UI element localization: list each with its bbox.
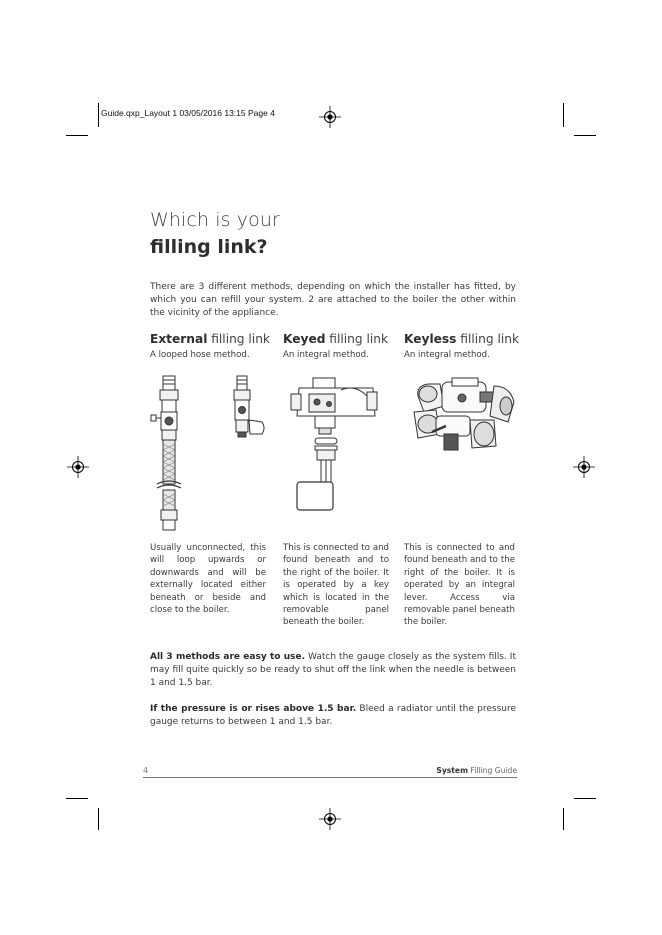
pressure-paragraph: [150, 703, 516, 729]
column-title-bold: External: [150, 332, 208, 346]
print-slug: Guide.qxp_Layout 1 03/05/2016 13:15 Page 4: [101, 108, 275, 118]
column-subtitle: A looped hose method.: [150, 350, 250, 360]
keyless-filling-link-illustration: [410, 376, 522, 456]
column-title-rest: filling link: [325, 332, 389, 346]
column-external: [150, 332, 272, 360]
crop-mark: [574, 135, 596, 136]
column-keyed: [283, 332, 393, 360]
column-subtitle: An integral method.: [283, 350, 369, 360]
footer-title: [436, 766, 517, 775]
pressure-paragraph-text: Bleed a radiator until the pressure gauge returns to between 1 and 1.5 bar.: [150, 704, 516, 727]
footer-rule: [143, 777, 517, 778]
column-title-rest: filling link: [207, 332, 270, 346]
footer-brand: System: [436, 766, 468, 775]
column-title: [283, 332, 393, 346]
column-description: Usually unconnected, this will loop upwards or downwards and will be externally located either beneath or beside and close to the boiler.: [150, 543, 266, 616]
column-description: This is connected to and found beneath and to the right of the boiler. It is operated by a key which is located in the removable panel beneath the boiler.: [283, 543, 389, 628]
pressure-paragraph-lead: If the pressure is or rises above 1.5 bar.: [150, 704, 357, 714]
usage-paragraph-lead: All 3 methods are easy to use.: [150, 652, 306, 662]
crop-mark: [98, 808, 99, 830]
crop-mark: [66, 135, 88, 136]
column-title-bold: Keyed: [283, 332, 326, 346]
crop-mark: [574, 798, 596, 799]
crop-mark: [66, 798, 88, 799]
column-subtitle: An integral method.: [404, 350, 490, 360]
column-title: [404, 332, 518, 346]
registration-mark-icon: [319, 808, 341, 830]
column-keyless: [404, 332, 518, 360]
intro-paragraph: There are 3 different methods, depending on which the installer has fitted, by which you can refill your system. 2 are attached to the boiler the other within the vicinity of the appliance.: [150, 282, 516, 318]
crop-mark: [563, 103, 564, 127]
column-description: This is connected to and found beneath and to the right of the boiler. It is operated by an integral lever. Access via removable panel beneath the boiler.: [404, 543, 515, 628]
heading-line-2: filling link?: [150, 236, 268, 258]
registration-mark-icon: [319, 106, 341, 128]
crop-mark: [563, 808, 564, 830]
registration-mark-icon: [573, 456, 595, 478]
page-number: 4: [143, 766, 149, 775]
keyed-filling-link-illustration: [285, 376, 385, 516]
column-title-bold: Keyless: [404, 332, 457, 346]
crop-mark: [98, 103, 99, 127]
external-filling-link-illustration: [150, 374, 270, 534]
usage-paragraph-text: Watch the gauge closely as the system fills. It may fill quite quickly so be ready to shut off the link when the needle is between 1 and 1.5 bar.: [150, 652, 516, 688]
column-title: [150, 332, 272, 346]
usage-paragraph: [150, 651, 516, 690]
heading-line-1: Which is your: [150, 209, 280, 231]
column-title-rest: filling link: [456, 332, 520, 346]
footer-guide: Filling Guide: [467, 766, 517, 775]
registration-mark-icon: [67, 456, 89, 478]
